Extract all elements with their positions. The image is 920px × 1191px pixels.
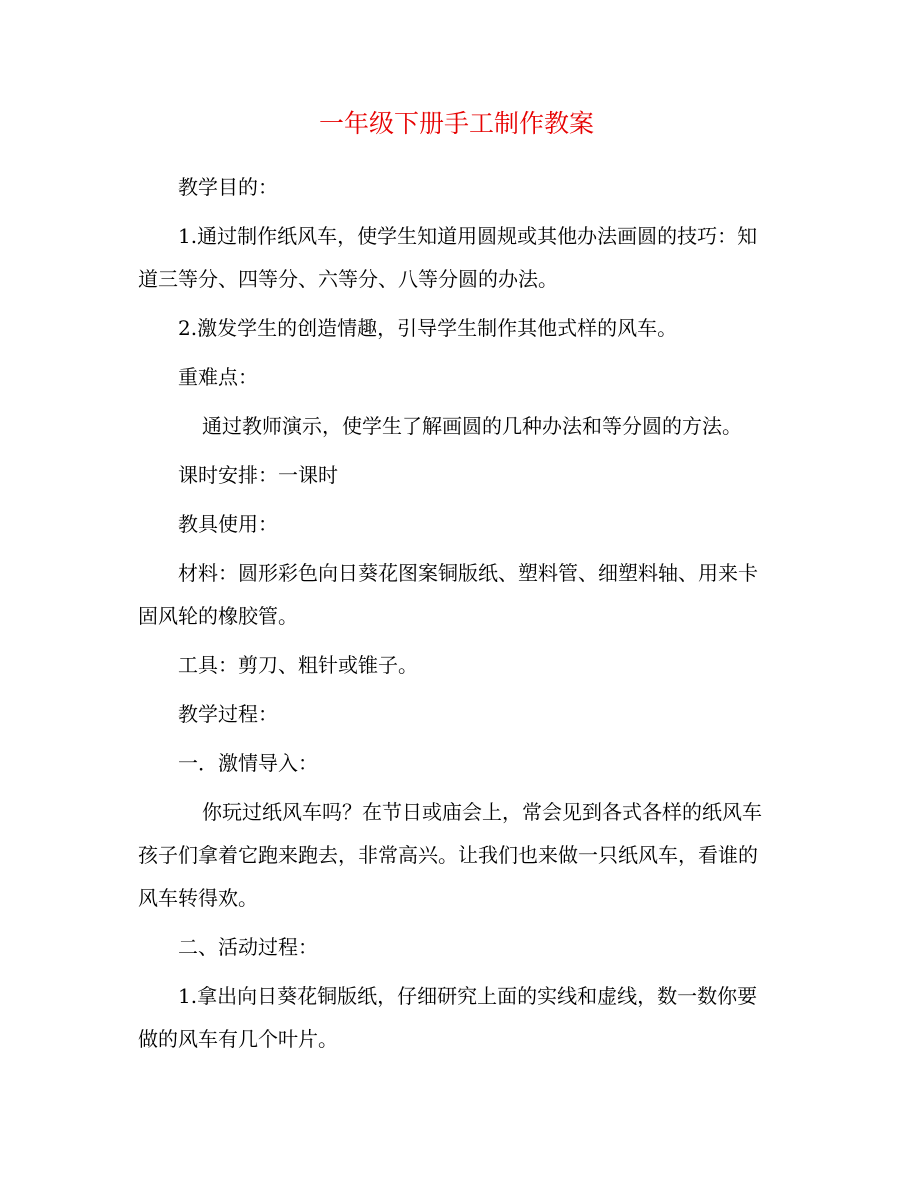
paragraph-teaching-aids-heading: 教具使用：: [178, 512, 278, 536]
paragraph-section-2-heading: 二、活动过程：: [178, 935, 318, 959]
paragraph-objective-2: 2.激发学生的创造情趣，引导学生制作其他式样的风车。: [178, 316, 678, 340]
paragraph-objectives-heading: 教学目的：: [178, 175, 278, 199]
paragraph-introduction: 你玩过纸风车吗？在节日或庙会上，常会见到各式各样的纸风车孩子们拿着它跑来跑去，非常高兴。让我们也来做一只纸风车，看谁的风车转得欢。: [138, 800, 762, 910]
paragraph-activity-1: 1.拿出向日葵花铜版纸，仔细研究上面的实线和虚线，数一数你要做的风车有几个叶片。: [138, 984, 758, 1051]
paragraph-schedule: 课时安排：一课时: [178, 463, 338, 487]
document-title: 一年级下册手工制作教案: [318, 109, 594, 138]
paragraph-section-1-heading: 一．激情导入：: [178, 751, 318, 775]
paragraph-key-points: 通过教师演示，使学生了解画圆的几种办法和等分圆的方法。: [202, 414, 742, 438]
paragraph-key-points-heading: 重难点：: [178, 365, 258, 389]
paragraph-process-heading: 教学过程：: [178, 702, 278, 726]
paragraph-materials: 材料：圆形彩色向日葵花图案铜版纸、塑料管、细塑料轴、用来卡固风轮的橡胶管。: [138, 561, 758, 628]
paragraph-tools: 工具：剪刀、粗针或锥子。: [178, 653, 418, 677]
paragraph-objective-1: 1.通过制作纸风车，使学生知道用圆规或其他办法画圆的技巧：知道三等分、四等分、六等分、八等分圆的办法。: [138, 224, 758, 291]
